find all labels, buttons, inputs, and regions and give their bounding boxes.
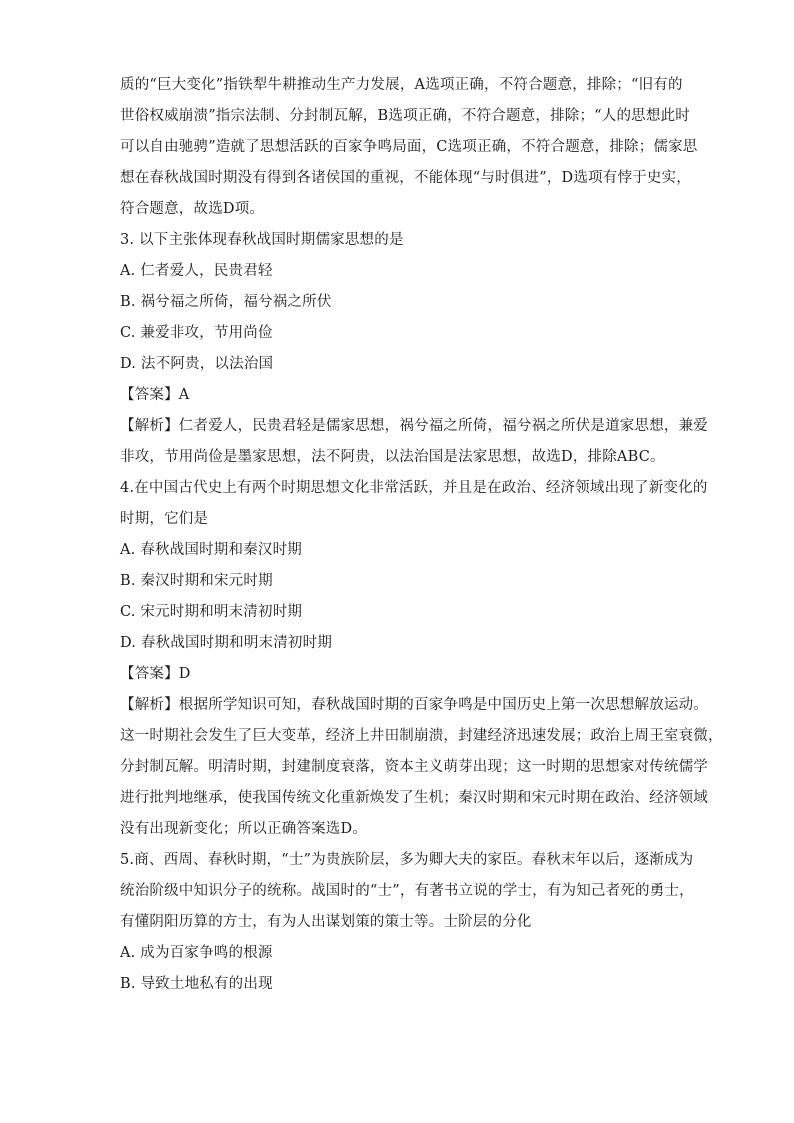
text-line: 想在春秋战国时期没有得到各诸侯国的重视，不能体现“与时俱进”，D选项有悖于史实， [120,170,691,186]
question-5-option-b: B. 导致土地私有的出现 [120,976,273,992]
question-4-analysis: 分封制瓦解。明清时期，封建制度衰落，资本主义萌芽出现；这一时期的思想家对传统儒学 [120,759,708,775]
question-5-option-a: A. 成为百家争鸣的根源 [120,945,273,961]
question-3-option-d: D. 法不阿贵，以法治国 [120,356,274,372]
question-3-analysis: 非攻，节用尚俭是墨家思想，法不阿贵，以法治国是法家思想，故选D，排除ABC。 [120,449,665,465]
question-4-option-b: B. 秦汉时期和宋元时期 [120,573,273,589]
question-5-stem: 有懂阴阳历算的方士，有为人出谋划策的策士等。士阶层的分化 [120,914,532,930]
text-line: 质的“巨大变化”指铁犁牛耕推动生产力发展，A选项正确，不符合题意，排除；“旧有的 [120,77,683,93]
question-3-stem: 3. 以下主张体现春秋战国时期儒家思想的是 [120,232,404,248]
question-3-answer: 【答案】A [120,387,190,403]
question-3-option-c: C. 兼爱非攻，节用尚俭 [120,325,273,341]
question-4-answer: 【答案】D [120,666,191,682]
question-4-analysis: 【解析】根据所学知识可知，春秋战国时期的百家争鸣是中国历史上第一次思想解放运动。 [120,697,708,713]
question-4-option-d: D. 春秋战国时期和明末清初时期 [120,635,333,651]
question-3-analysis: 【解析】仁者爱人，民贵君轻是儒家思想，祸兮福之所倚，福兮祸之所伏是道家思想，兼爱 [120,418,708,434]
text-line: 符合题意，故选D项。 [120,201,265,217]
text-line: 可以自由驰骋”造就了思想活跃的百家争鸣局面，C选项正确，不符合题意，排除；儒家思 [120,139,698,155]
question-4-analysis: 这一时期社会发生了巨大变革，经济上井田制崩溃，封建经济迅速发展；政治上周王室衰微， [120,728,723,744]
question-4-option-a: A. 春秋战国时期和秦汉时期 [120,542,302,558]
question-5-stem: 统治阶级中知识分子的统称。战国时的“士”，有著书立说的学士，有为知己者死的勇士， [120,883,694,899]
question-5-stem: 5.商、西周、春秋时期，“士”为贵族阶层，多为卿大夫的家臣。春秋末年以后，逐渐成为 [120,852,694,868]
question-3-option-a: A. 仁者爱人，民贵君轻 [120,263,273,279]
document-page [120,70,723,1000]
question-4-analysis: 进行批判地继承，使我国传统文化重新焕发了生机；秦汉时期和宋元时期在政治、经济领域 [120,790,708,806]
question-4-analysis: 没有出现新变化；所以正确答案选D。 [120,821,368,837]
question-4-stem: 4.在中国古代史上有两个时期思想文化非常活跃，并且是在政治、经济领域出现了新变化的 [120,480,708,496]
question-4-option-c: C. 宋元时期和明末清初时期 [120,604,303,620]
question-3-option-b: B. 祸兮福之所倚，福兮祸之所伏 [120,294,332,310]
question-4-stem: 时期，它们是 [120,511,209,527]
text-line: 世俗权威崩溃”指宗法制、分封制瓦解，B选项正确，不符合题意，排除；“人的思想此时 [120,108,690,124]
